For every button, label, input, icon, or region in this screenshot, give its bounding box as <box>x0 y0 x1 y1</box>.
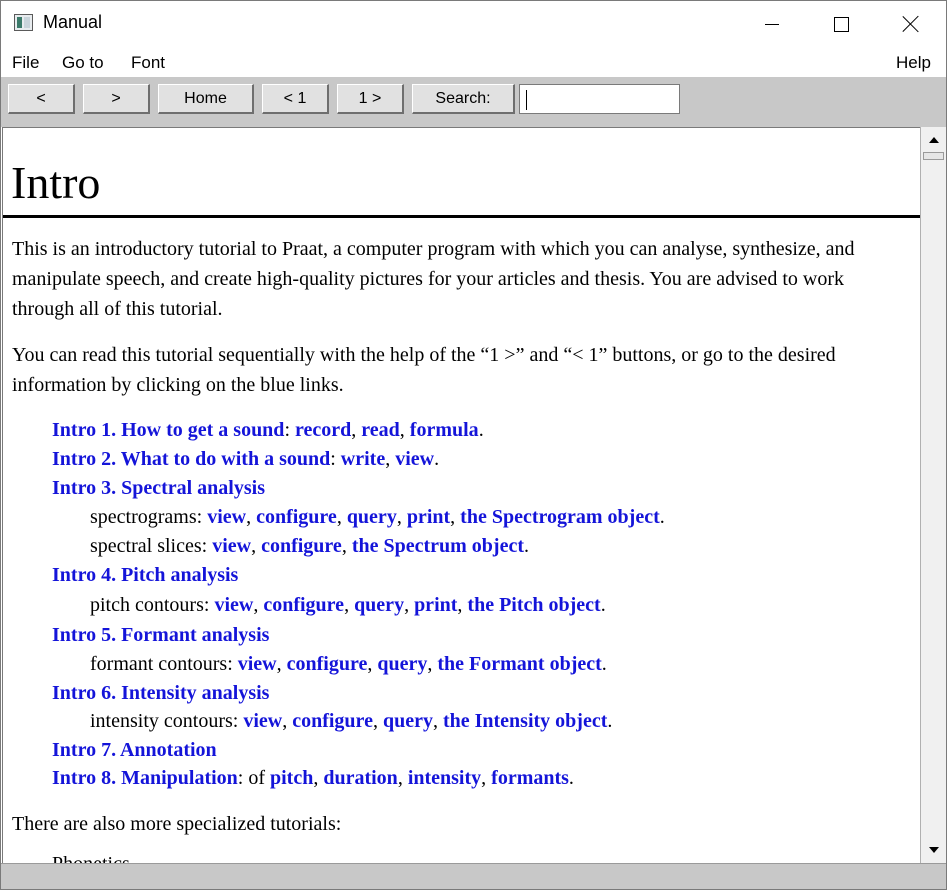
separator: : <box>284 419 295 441</box>
minimize-button[interactable] <box>749 1 795 47</box>
separator: , <box>367 653 378 675</box>
link-formants[interactable]: formants <box>491 767 569 789</box>
title-bar <box>1 1 946 47</box>
separator: , <box>399 419 410 441</box>
link-view[interactable]: view <box>212 535 252 557</box>
menu-file[interactable]: File <box>12 53 40 72</box>
page-title: Intro <box>11 157 101 208</box>
link-query[interactable]: query <box>354 594 405 616</box>
separator: , <box>351 419 362 441</box>
link-intro-4[interactable]: Intro 4. Pitch analysis <box>52 564 239 586</box>
link-record[interactable]: record <box>295 419 352 441</box>
separator: . <box>568 767 574 789</box>
link-configure[interactable]: configure <box>286 653 368 675</box>
link-configure[interactable]: configure <box>261 535 342 557</box>
subitem-label: spectrograms: <box>90 506 208 528</box>
close-icon <box>902 15 920 33</box>
minimize-icon <box>765 24 779 25</box>
intro-paragraph: This is an introductory tutorial to Praat, a computer program with which you can analyse, synthesize, and manipulate speech, and create high-quality pictures for your articles and thesis. You are advised to work through all of this tutorial. <box>12 238 855 320</box>
separator: , <box>432 710 443 732</box>
link-intensity-object[interactable]: the Intensity object <box>442 710 608 732</box>
separator: , <box>481 767 492 789</box>
subitem-label: pitch contours: <box>90 594 215 616</box>
close-button[interactable] <box>888 1 934 47</box>
separator: . <box>659 506 665 528</box>
subitem-label: spectral slices: <box>90 535 213 557</box>
link-configure[interactable]: configure <box>292 710 373 732</box>
subitem-label: formant contours: <box>90 653 238 675</box>
separator: , <box>372 710 383 732</box>
link-intro-7[interactable]: Intro 7. Annotation <box>52 739 217 761</box>
link-formula[interactable]: formula <box>409 419 479 441</box>
separator: : of <box>237 767 270 789</box>
link-duration[interactable]: duration <box>323 767 398 789</box>
link-view[interactable]: view <box>207 506 247 528</box>
separator: , <box>385 448 396 470</box>
separator: , <box>404 594 415 616</box>
toolbar <box>1 77 946 127</box>
link-spectrum-object[interactable]: the Spectrum object <box>351 535 524 557</box>
separator: , <box>313 767 324 789</box>
link-intensity[interactable]: intensity <box>407 767 482 789</box>
separator: , <box>450 506 461 528</box>
link-view[interactable]: view <box>237 653 277 675</box>
search-button[interactable]: Search: <box>412 84 515 114</box>
window-title: Manual <box>43 12 103 32</box>
menu-font[interactable]: Font <box>131 53 166 72</box>
separator: , <box>276 653 287 675</box>
previous-page-button[interactable]: < 1 <box>262 84 329 114</box>
home-button[interactable]: Home <box>158 84 254 114</box>
manual-page-content[interactable] <box>2 127 920 863</box>
separator: , <box>344 594 355 616</box>
link-configure[interactable]: configure <box>256 506 337 528</box>
link-intro-5[interactable]: Intro 5. Formant analysis <box>52 624 270 646</box>
separator: . <box>607 710 613 732</box>
link-query[interactable]: query <box>377 653 428 675</box>
link-intro-3[interactable]: Intro 3. Spectral analysis <box>52 477 265 499</box>
separator: , <box>336 506 347 528</box>
scroll-up-button[interactable] <box>923 129 944 150</box>
separator: , <box>246 506 257 528</box>
separator: , <box>427 653 438 675</box>
maximize-icon <box>834 17 849 32</box>
link-print[interactable]: print <box>406 506 451 528</box>
list-item <box>52 736 217 764</box>
list-item <box>52 679 269 707</box>
app-window-icon <box>14 14 33 31</box>
scroll-down-button[interactable] <box>923 839 944 860</box>
link-pitch[interactable]: pitch <box>270 767 314 789</box>
link-intro-2[interactable]: Intro 2. What to do with a sound <box>52 448 331 470</box>
list-item <box>52 445 439 473</box>
vertical-scrollbar[interactable] <box>920 127 946 863</box>
list-item <box>52 561 238 589</box>
separator: , <box>396 506 407 528</box>
list-subitem <box>90 707 612 735</box>
link-intro-1[interactable]: Intro 1. How to get a sound <box>52 419 285 441</box>
separator: . <box>600 594 606 616</box>
text-caret <box>526 90 527 110</box>
tutorials-paragraph: There are also more specialized tutorials: <box>12 813 342 835</box>
separator: , <box>457 594 468 616</box>
link-view[interactable]: view <box>243 710 283 732</box>
list-item <box>52 416 484 444</box>
title-divider <box>3 215 921 218</box>
menu-goto[interactable]: Go to <box>62 53 104 72</box>
link-intro-8[interactable]: Intro 8. Manipulation <box>52 767 238 789</box>
link-query[interactable]: query <box>382 710 433 732</box>
link-view[interactable]: view <box>395 448 435 470</box>
link-configure[interactable]: configure <box>263 594 345 616</box>
link-read[interactable]: read <box>361 419 400 441</box>
navigation-paragraph: You can read this tutorial sequentially with the help of the “1 >” and “< 1” buttons, or go to the desired information by clicking on the blue links. <box>12 344 836 396</box>
separator: , <box>251 535 262 557</box>
maximize-button[interactable] <box>818 1 864 47</box>
link-view[interactable]: view <box>214 594 254 616</box>
list-item <box>52 621 269 649</box>
separator: , <box>282 710 293 732</box>
arrow-down-icon <box>929 847 939 853</box>
list-subitem <box>90 532 529 560</box>
separator: : <box>330 448 341 470</box>
link-pitch-object[interactable]: the Pitch object <box>467 594 601 616</box>
link-spectrogram-object[interactable]: the Spectrogram object <box>460 506 660 528</box>
scrollbar-thumb[interactable] <box>923 152 944 160</box>
menu-help[interactable]: Help <box>896 53 931 72</box>
separator: , <box>341 535 352 557</box>
separator: . <box>601 653 607 675</box>
menu-bar <box>1 47 946 77</box>
link-print[interactable]: print <box>414 594 458 616</box>
separator: . <box>478 419 484 441</box>
forward-button[interactable]: > <box>83 84 150 114</box>
link-write[interactable]: write <box>340 448 386 470</box>
list-subitem <box>90 650 607 678</box>
link-formant-object[interactable]: the Formant object <box>437 653 602 675</box>
back-button[interactable]: < <box>8 84 75 114</box>
list-item <box>52 764 574 792</box>
separator: , <box>253 594 264 616</box>
subitem-label: intensity contours: <box>90 710 244 732</box>
separator: . <box>434 448 440 470</box>
link-query[interactable]: query <box>346 506 397 528</box>
status-bar <box>1 863 946 889</box>
separator: . <box>524 535 529 557</box>
next-page-button[interactable]: 1 > <box>337 84 404 114</box>
arrow-up-icon <box>929 137 939 143</box>
separator: , <box>397 767 408 789</box>
search-input[interactable] <box>519 84 680 114</box>
list-subitem <box>90 591 606 619</box>
list-subitem <box>90 503 665 531</box>
list-item <box>52 474 265 502</box>
link-intro-6[interactable]: Intro 6. Intensity analysis <box>52 682 270 704</box>
